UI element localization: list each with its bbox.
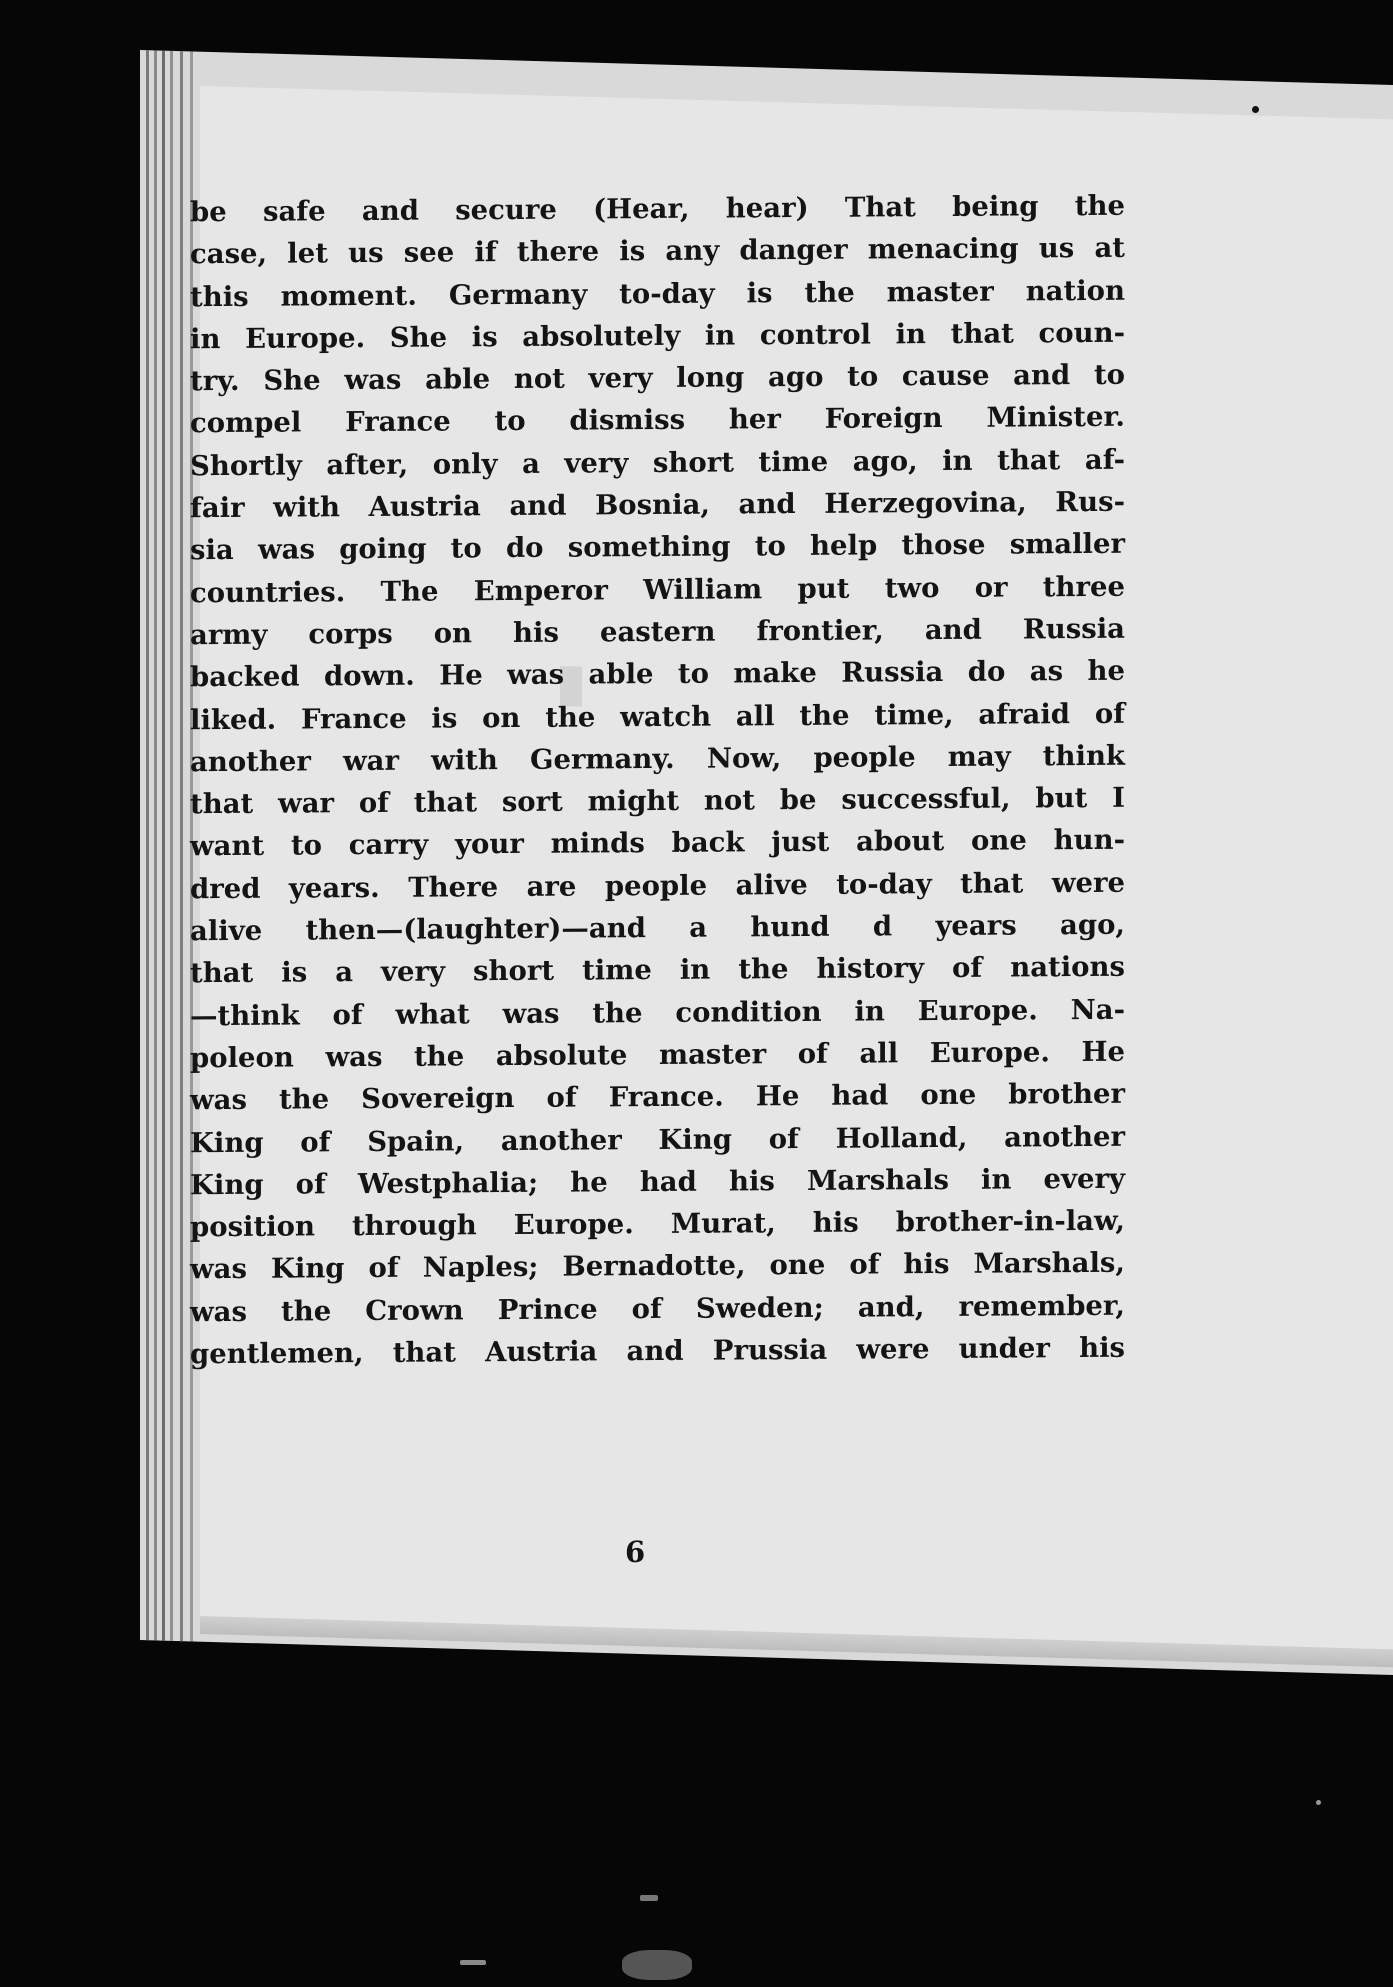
page-edge-line [162,51,165,1641]
page-edge-line [154,50,157,1640]
text-line: dred years. There are people alive to-day that were [190,866,1125,906]
text-line: another war with Germany. Now, people may think [190,739,1125,779]
page-edge-line [170,51,173,1641]
text-line: King of Westphalia; he had his Marshals in every [190,1162,1125,1202]
text-line: —think of what was the condition in Europe. Na- [190,993,1125,1032]
text-line: backed down. He was able to make Russia do as he [190,655,1125,694]
text-line: army corps on his eastern frontier, and Russia [190,612,1125,652]
text-line: countries. The Emperor William put two or three [190,570,1125,609]
text-line: alive then—(laughter)—and a hund d years ago, [190,908,1125,948]
text-line: that war of that sort might not be successful, but I [190,781,1125,821]
text-line: fair with Austria and Bosnia, and Herzegovina, Rus- [190,485,1125,525]
text-line: was King of Naples; Bernadotte, one of his Marshals, [190,1247,1125,1286]
scan-speck [1252,106,1259,113]
text-line: that is a very short time in the history of nations [190,951,1125,990]
text-line: be safe and secure (Hear, hear) That being the [190,189,1125,229]
text-line: case, let us see if there is any danger menacing us at [190,232,1125,271]
scan-speck [640,1895,658,1901]
text-line: poleon was the absolute master of all Europe. He [190,1035,1125,1075]
scan-speck [622,1950,692,1980]
text-line: was the Sovereign of France. He had one brother [190,1077,1125,1117]
text-line: compel France to dismiss her Foreign Minister. [190,401,1125,440]
text-line: Shortly after, only a very short time ago, in that af- [190,443,1125,483]
text-line: in Europe. She is absolutely in control in that coun- [190,316,1125,356]
text-line: want to carry your minds back just about one hun- [190,824,1125,863]
text-line: was the Crown Prince of Sweden; and, remember, [190,1289,1125,1328]
page-number: 6 [625,1534,646,1570]
text-line: try. She was able not very long ago to cause and to [190,358,1125,398]
body-text [190,185,1125,1376]
text-line: King of Spain, another King of Holland, another [190,1120,1125,1159]
text-line: gentlemen, that Austria and Prussia were under his [190,1331,1125,1371]
page-edge-line [180,51,183,1641]
scan-speck [460,1960,486,1965]
scan-speck [1316,1800,1321,1805]
text-line: liked. France is on the watch all the time, afraid of [190,697,1125,736]
text-line: position through Europe. Murat, his brother-in-law, [190,1204,1125,1244]
text-line: sia was going to do something to help those smaller [190,528,1125,567]
page-edge-line [146,50,149,1640]
text-line: this moment. Germany to-day is the master nation [190,274,1125,313]
